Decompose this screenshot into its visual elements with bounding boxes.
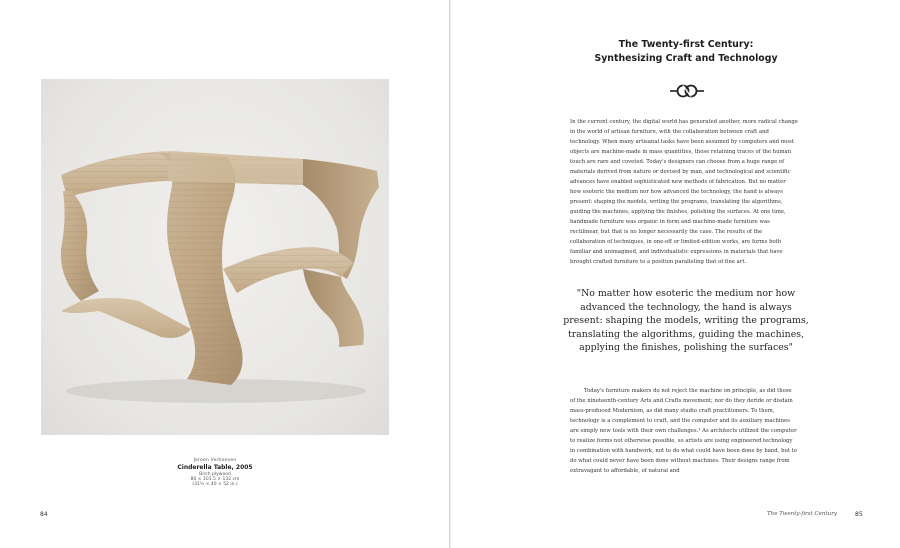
caption-dimensions-imperial: (31½ × 40 × 52 in.) [192,482,238,488]
running-head: The Twenty-first Century [767,511,837,517]
caption-title: Cinderella Table, 2005 [177,464,253,472]
caption-dimensions-metric: 80 × 101.5 × 132 cm [190,476,240,482]
table-photo [41,79,389,435]
chapter-heading [551,38,821,66]
heading-line-1: The Twenty-first Century: [618,39,754,50]
caption-material: Birch plywood [199,471,231,477]
table-photo-icon [41,79,389,435]
caption-designer: Jeroen Verhoeven [193,458,237,463]
heading-line-2: Synthesizing Craft and Technology [594,52,778,64]
body-paragraph-2: Today's furniture makers do not reject the machine on principle, as did those of the nineteenth-century Arts and Crafts movement; nor do they deride or disdain mass-produced Modernism, as did many studio craft practitioners. To them, technology is a complement to craft, and the computer and its auxiliary machines are simply new tools with their own challenges.¹ As architects utilized the computer to realize forms not otherwise possible, so artists are using engineered technology in combination with handwork, not to do what could have been done by hand, but to do what could never have been done without machines. Their designs range from extravagant to affordable, of natural and [570,388,797,474]
knot-ornament-icon [670,82,704,100]
photo-caption [140,458,290,488]
body-paragraph-1: In the current century, the digital world has generated another, more radical change in the world of artisan furniture, with the collaboration between craft and technology. When many artisanal tasks have been assumed by computers and most objects are machine-made in mass quantities, those retaining traces of the human touch are rare and coveted. Today's designers can choose from a huge range of materials derived from nature or devised by man, and technological and scientific advances have enabled sophisticated new methods of fabrication. But no matter how esoteric the medium nor how advanced the technology, the hand is always present: shaping the models, writing the programs, translating the algorithms, guiding the machines, applying the finishes, polishing the surfaces. At one time, handmade furniture was organic in form and machine-made furniture was rectilinear, but that is no longer necessarily the case. The results of the collaboration of techniques, in one-off or limited-edition works, are forms both familiar and unimagined, and individualistic expressions in materials that have brought crafted furniture to a position paralleling that of fine art. [570,119,798,265]
folio-left: 84 [40,511,48,518]
right-page [451,0,900,548]
folio-right: 85 [855,511,863,518]
left-page [0,0,449,548]
pull-quote: "No matter how esoteric the medium nor how advanced the technology, the hand is always present: shaping the models, writing the programs, translating the algorithms, guiding the machines, applying the finishes, polishing the surfaces" [563,288,809,353]
